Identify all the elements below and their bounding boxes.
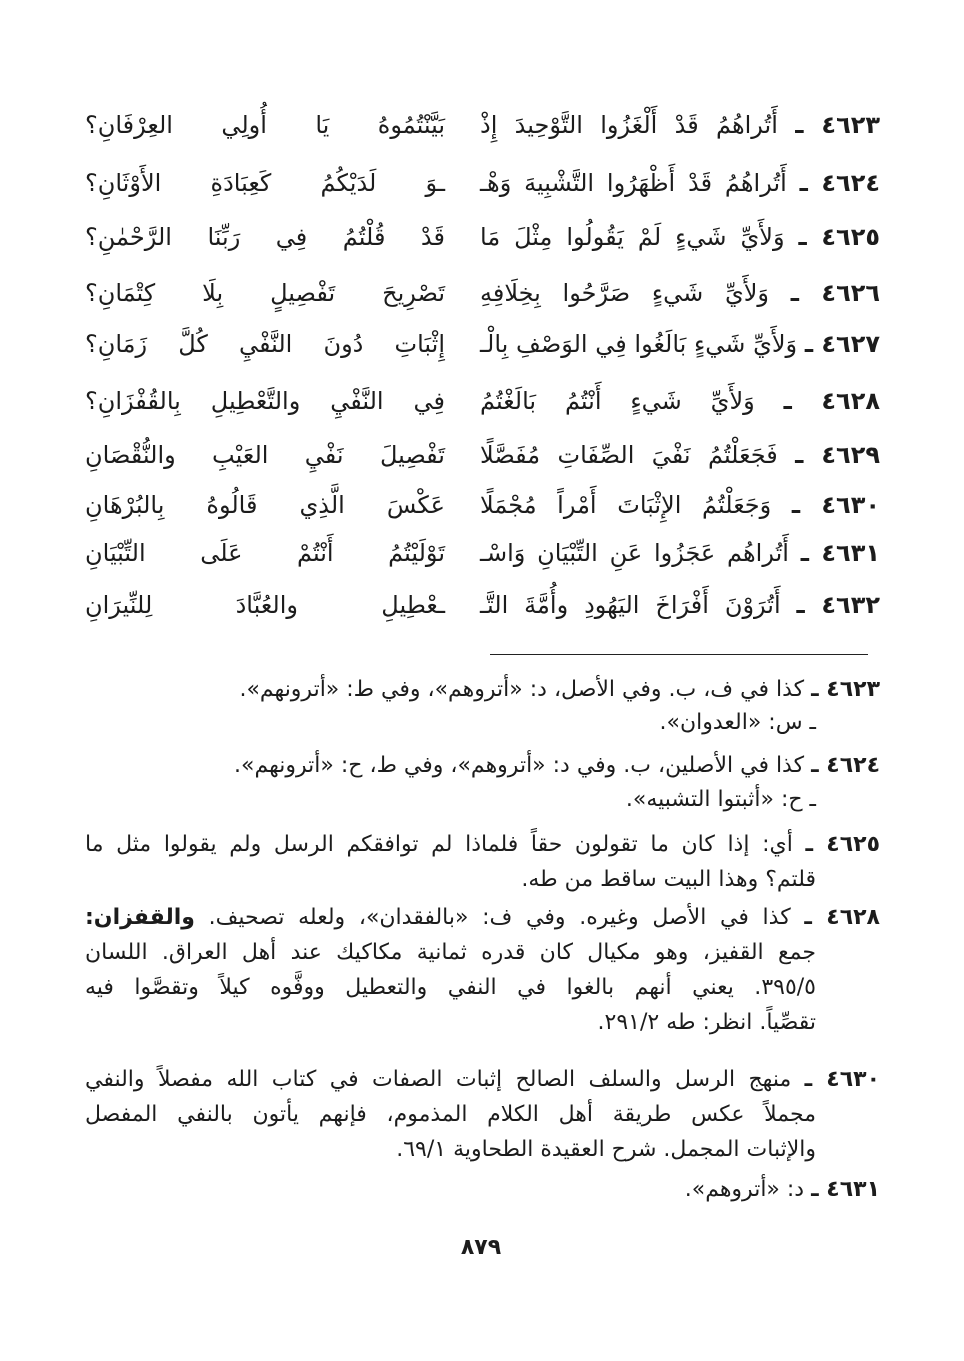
footnote-4624-subnote	[85, 782, 880, 817]
footnote-line: قلتم؟ وهذا البيت ساقط من طه.	[521, 867, 816, 892]
footnote-text: د: «أتروهم».	[684, 1177, 805, 1202]
verse-number: ٤٦٢٤ ـ	[799, 169, 880, 197]
verse-second-hemistich: إِثْبَاتِ دُونَ النَّفْيِ كُلَّ زَمَانِ؟	[85, 330, 445, 358]
verse-number: ٤٦٣٢ ـ	[796, 591, 880, 619]
verse-first-text: وَلأَيِّ شَيءٍ لَمْ يَقُولُوا مِثْلَ مَا	[480, 223, 785, 251]
footnote-text: كذا في الأصل وغيره. وفي ف: «بالفقدان»، ولعله تصحيف.	[208, 905, 791, 930]
verse-first-hemistich	[480, 273, 880, 313]
footnote-number: ٤٦٣٠ ـ	[804, 1067, 880, 1092]
footnote-4623	[85, 672, 880, 707]
footnote-4631	[85, 1172, 880, 1207]
verse-first-hemistich	[480, 381, 880, 421]
verse-row-4623	[0, 105, 964, 145]
verse-number: ٤٦٢٣ ـ	[795, 111, 881, 139]
footnote-line: تقصِّياً. انظر: طه ٢٩١/٢.	[597, 1010, 816, 1035]
verse-first-hemistich	[480, 485, 880, 525]
footnote-text: كذا في الأصلين، ب. وفي د: «أتروهم»، وفي ط، ح: «أترونهم».	[234, 753, 805, 778]
footnote-line: جمع القفيز، وهو مكيال كان قدره ثمانية مكاكيك عند أهل العراق. اللسان	[85, 940, 816, 965]
footnote-number: ٤٦٣١ ـ	[811, 1177, 880, 1202]
footnote-4630	[85, 1062, 880, 1167]
verse-second-hemistich: تَصْرِيحَ تَفْصِيلٍ بِلَا كِتْمَانِ؟	[85, 279, 445, 307]
verse-row-4625	[0, 217, 964, 257]
verse-second-hemistich: بَيَّنْتُمُوهُ يَا أُولِي العِرْفَانِ؟	[85, 111, 445, 139]
verse-number: ٤٦٢٨ ـ	[783, 387, 880, 415]
footnote-line	[85, 748, 880, 783]
footnote-number: ٤٦٢٣ ـ	[811, 677, 880, 702]
verse-second-hemistich: تَوْلَيْتُمُ أَنْتُمْ عَلَى التِّبْيَانِ	[85, 539, 445, 567]
footnote-line	[85, 1062, 880, 1097]
verse-second-hemistich: قَدْ قُلْتُمُ فِي رَبِّنَا الرَّحْمٰنِ؟	[85, 223, 445, 251]
verse-row-4628	[0, 381, 964, 421]
footnote-line	[85, 900, 880, 935]
verse-second-hemistich: عَكْسَ الَّذِي قَالُوهُ بِالبُرْهَانِ	[85, 491, 445, 519]
verse-first-hemistich	[480, 585, 880, 625]
footnote-bold-term: والقفزان:	[85, 905, 195, 930]
footnote-4628	[85, 900, 880, 1040]
verse-first-text: أَتُراهُمُ قَدْ أَلْغَزُوا التَّوْحِيدَ إِذْ	[480, 111, 778, 139]
verse-first-text: فَجَعَلْتُمُ نَفْيَ الصِّفَاتِ مُفَصَّلًا	[480, 441, 778, 469]
verse-row-4629	[0, 435, 964, 475]
page-number: ٨٧٩	[460, 1235, 502, 1260]
footnote-4625	[85, 827, 880, 897]
verse-number: ٤٦٢٧ ـ	[804, 330, 880, 358]
footnote-text: منهج الرسل والسلف الصالح إثبات الصفات في كتاب الله مفصلاً والنفي	[85, 1067, 792, 1092]
verse-second-hemistich: ـوَ لَدَيْكُمُ كَعِبَادَةِ الأَوْثَانِ؟	[85, 169, 445, 197]
verse-number: ٤٦٢٦ ـ	[790, 279, 881, 307]
verse-number: ٤٦٣٠ ـ	[791, 491, 880, 519]
verse-first-hemistich	[480, 217, 880, 257]
verse-second-hemistich: تَفْصِيلَ نَفْيِ العَيْبِ والنُّقْصَانِ	[85, 441, 445, 469]
footnote-number: ٤٦٢٥ ـ	[805, 832, 880, 857]
verse-first-hemistich	[480, 105, 880, 145]
verse-first-text: أَتُراهُم عَجَزُوا عَنِ التِّبْيَانِ وَاسْـ	[480, 539, 789, 567]
footnote-text: كذا في ف، ب. وفي الأصل، د: «أتروهم»، وفي ط: «أترونهم».	[239, 677, 805, 702]
footnote-line	[85, 827, 880, 862]
verse-second-hemistich: ـعْطِيلِ والعُبَّادَ لِلنِّيرَانِ	[85, 591, 445, 619]
verse-row-4627	[0, 324, 964, 364]
verse-number: ٤٦٢٥ ـ	[798, 223, 880, 251]
footnote-line: والإثبات المجمل. شرح العقيدة الطحاوية ٦٩/١.	[396, 1137, 816, 1162]
verse-first-hemistich	[480, 324, 880, 364]
footnote-number: ٤٦٢٨ ـ	[804, 905, 880, 930]
footnote-number: ٤٦٢٤ ـ	[811, 753, 880, 778]
verse-first-text: وَلأَيِّ شَيءٍ صَرَّحُوا بِخِلَافِهِ	[480, 279, 770, 307]
footnote-line: مجملاً عكس طريقة أهل الكلام المذموم، فإنهم يأتون بالنفي المفصل	[85, 1102, 816, 1127]
verse-first-text: وَلأَيِّ شَيءٍ بَالَغُوا فِي الوَصْفِ بِالْـ	[480, 330, 798, 358]
footnote-line	[85, 672, 880, 707]
verse-first-hemistich	[480, 435, 880, 475]
verse-row-4630	[0, 485, 964, 525]
verse-first-text: وَجَعَلْتُمُ الإِثْبَاتَ أَمْراً مُجْمَلًا	[480, 491, 772, 519]
footnote-line: ـ ح: «أثبتوا التشبيه».	[625, 787, 816, 812]
verse-row-4626	[0, 273, 964, 313]
verse-first-text: وَلأَيِّ شَيءٍ أَنْتُمُ بَالَغْتُمُ	[480, 387, 755, 415]
verse-number: ٤٦٣١ ـ	[800, 539, 880, 567]
footnote-4623-subnote	[85, 705, 880, 740]
verse-second-hemistich: فِي النَّفْيِ والتَّعْطِيلِ بِالقُفْزَانِ؟	[85, 387, 445, 415]
footnote-4624	[85, 748, 880, 783]
verse-first-text: أَتُرَوْنَ أَفْرَاخَ اليَهُودِ وأُمَّةَ التَّـ	[480, 591, 781, 619]
footnote-line: ٣٩٥/٥. يعني أنهم بالغوا في النفي والتعطيل ووفَّوه كيلاً وتقصَّوا فيه	[85, 975, 816, 1000]
footnote-line	[85, 1172, 880, 1207]
verse-row-4631	[0, 533, 964, 573]
verse-row-4624	[0, 163, 964, 203]
verse-number: ٤٦٢٩ ـ	[795, 441, 880, 469]
footnote-separator	[490, 654, 868, 655]
footnote-line: ـ س: «العدوان».	[659, 710, 816, 735]
verse-first-hemistich	[480, 163, 880, 203]
verse-first-hemistich	[480, 533, 880, 573]
verse-row-4632	[0, 585, 964, 625]
verse-first-text: أَتُراهُمُ قَدْ أَظْهَرُوا التَّشْبِيهَ وَهْـ	[480, 169, 787, 197]
footnote-text: أي: إذا كان ما تقولون حقاً فلماذا لم توافقكم الرسل ولم يقولوا مثل ما	[85, 832, 793, 857]
